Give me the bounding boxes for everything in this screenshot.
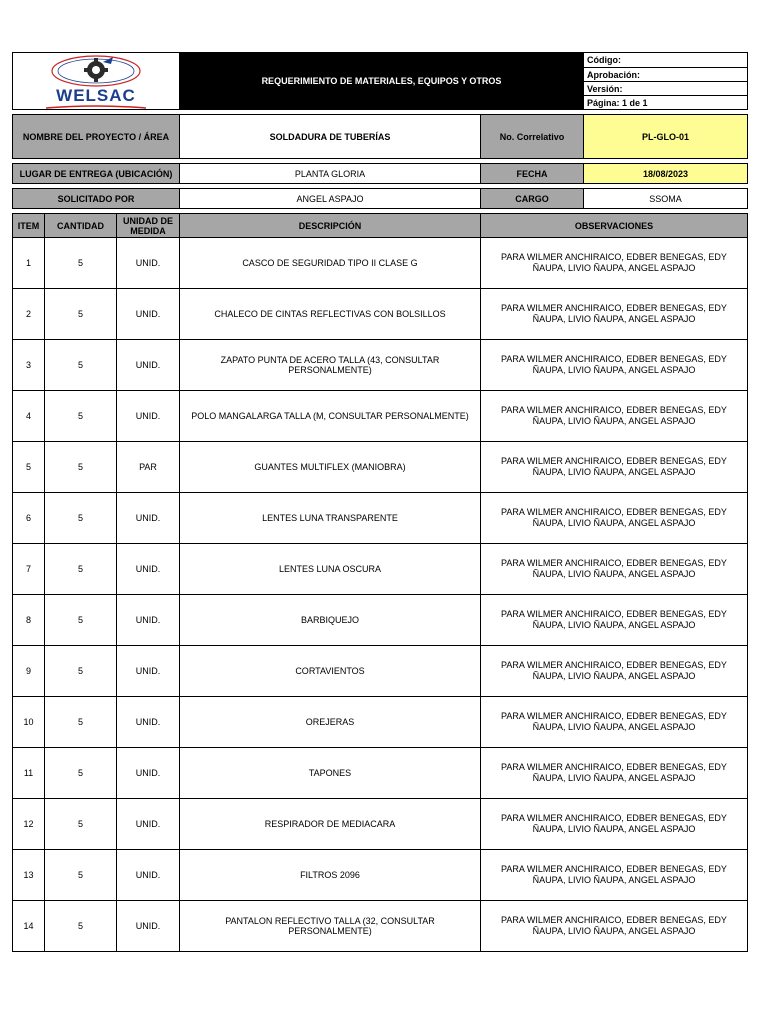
cell-descripcion: BARBIQUEJO — [180, 595, 481, 646]
table-row — [13, 901, 748, 952]
fecha-label: FECHA — [481, 164, 584, 184]
cell-item: 3 — [13, 340, 45, 391]
correlativo-value: PL-GLO-01 — [584, 115, 748, 159]
cell-descripcion: CASCO DE SEGURIDAD TIPO II CLASE G — [180, 238, 481, 289]
cell-item: 10 — [13, 697, 45, 748]
cell-descripcion: FILTROS 2096 — [180, 850, 481, 901]
requirement-form — [12, 52, 747, 952]
fecha-value: 18/08/2023 — [584, 164, 748, 184]
cell-item: 8 — [13, 595, 45, 646]
table-row — [13, 799, 748, 850]
header-cantidad: CANTIDAD — [45, 214, 117, 238]
cell-cantidad: 5 — [45, 646, 117, 697]
cell-unidad: UNID. — [117, 340, 180, 391]
cell-item: 7 — [13, 544, 45, 595]
cargo-value: SSOMA — [584, 189, 748, 209]
cell-observaciones: PARA WILMER ANCHIRAICO, EDBER BENEGAS, EDY ÑAUPA, LIVIO ÑAUPA, ANGEL ASPAJO — [481, 442, 748, 493]
cell-observaciones: PARA WILMER ANCHIRAICO, EDBER BENEGAS, EDY ÑAUPA, LIVIO ÑAUPA, ANGEL ASPAJO — [481, 238, 748, 289]
cell-cantidad: 5 — [45, 238, 117, 289]
cell-cantidad: 5 — [45, 850, 117, 901]
cell-unidad: UNID. — [117, 799, 180, 850]
solicitado-value: ANGEL ASPAJO — [180, 189, 481, 209]
cell-observaciones: PARA WILMER ANCHIRAICO, EDBER BENEGAS, EDY ÑAUPA, LIVIO ÑAUPA, ANGEL ASPAJO — [481, 595, 748, 646]
cell-descripcion: OREJERAS — [180, 697, 481, 748]
cell-unidad: UNID. — [117, 595, 180, 646]
cell-descripcion: TAPONES — [180, 748, 481, 799]
form-table — [12, 52, 748, 952]
cell-item: 13 — [13, 850, 45, 901]
cell-observaciones: PARA WILMER ANCHIRAICO, EDBER BENEGAS, EDY ÑAUPA, LIVIO ÑAUPA, ANGEL ASPAJO — [481, 697, 748, 748]
cell-item: 14 — [13, 901, 45, 952]
header-unidad: UNIDAD DE MEDIDA — [117, 214, 180, 238]
cell-unidad: UNID. — [117, 901, 180, 952]
cell-unidad: UNID. — [117, 493, 180, 544]
cell-observaciones: PARA WILMER ANCHIRAICO, EDBER BENEGAS, EDY ÑAUPA, LIVIO ÑAUPA, ANGEL ASPAJO — [481, 748, 748, 799]
cell-cantidad: 5 — [45, 901, 117, 952]
table-row — [13, 289, 748, 340]
cell-observaciones: PARA WILMER ANCHIRAICO, EDBER BENEGAS, EDY ÑAUPA, LIVIO ÑAUPA, ANGEL ASPAJO — [481, 340, 748, 391]
cell-item: 6 — [13, 493, 45, 544]
cell-item: 12 — [13, 799, 45, 850]
table-row — [13, 238, 748, 289]
cell-unidad: UNID. — [117, 289, 180, 340]
header-observaciones: OBSERVACIONES — [481, 214, 748, 238]
cell-item: 2 — [13, 289, 45, 340]
lugar-label: LUGAR DE ENTREGA (UBICACIÓN) — [13, 164, 180, 184]
cell-observaciones: PARA WILMER ANCHIRAICO, EDBER BENEGAS, EDY ÑAUPA, LIVIO ÑAUPA, ANGEL ASPAJO — [481, 901, 748, 952]
cell-unidad: UNID. — [117, 697, 180, 748]
company-logo — [13, 53, 180, 110]
cell-item: 5 — [13, 442, 45, 493]
cell-observaciones: PARA WILMER ANCHIRAICO, EDBER BENEGAS, EDY ÑAUPA, LIVIO ÑAUPA, ANGEL ASPAJO — [481, 544, 748, 595]
cell-descripcion: ZAPATO PUNTA DE ACERO TALLA (43, CONSULTAR PERSONALMENTE) — [180, 340, 481, 391]
project-name-label: NOMBRE DEL PROYECTO / ÁREA — [13, 115, 180, 159]
cell-cantidad: 5 — [45, 442, 117, 493]
table-row — [13, 697, 748, 748]
cell-descripcion: PANTALON REFLECTIVO TALLA (32, CONSULTAR PERSONALMENTE) — [180, 901, 481, 952]
cell-cantidad: 5 — [45, 289, 117, 340]
correlativo-label: No. Correlativo — [481, 115, 584, 159]
items-header-row — [13, 214, 748, 238]
cell-descripcion: CHALECO DE CINTAS REFLECTIVAS CON BOLSILLOS — [180, 289, 481, 340]
cell-unidad: UNID. — [117, 238, 180, 289]
cargo-label: CARGO — [481, 189, 584, 209]
lugar-value: PLANTA GLORIA — [180, 164, 481, 184]
cell-item: 1 — [13, 238, 45, 289]
cell-observaciones: PARA WILMER ANCHIRAICO, EDBER BENEGAS, EDY ÑAUPA, LIVIO ÑAUPA, ANGEL ASPAJO — [481, 493, 748, 544]
cell-descripcion: POLO MANGALARGA TALLA (M, CONSULTAR PERSONALMENTE) — [180, 391, 481, 442]
cell-observaciones: PARA WILMER ANCHIRAICO, EDBER BENEGAS, EDY ÑAUPA, LIVIO ÑAUPA, ANGEL ASPAJO — [481, 289, 748, 340]
version-label: Versión: — [584, 82, 748, 96]
cell-item: 9 — [13, 646, 45, 697]
header-item: ITEM — [13, 214, 45, 238]
cell-cantidad: 5 — [45, 595, 117, 646]
cell-unidad: UNID. — [117, 850, 180, 901]
table-row — [13, 748, 748, 799]
codigo-label: Código: — [584, 53, 748, 68]
cell-item: 4 — [13, 391, 45, 442]
cell-observaciones: PARA WILMER ANCHIRAICO, EDBER BENEGAS, EDY ÑAUPA, LIVIO ÑAUPA, ANGEL ASPAJO — [481, 391, 748, 442]
cell-item: 11 — [13, 748, 45, 799]
cell-descripcion: RESPIRADOR DE MEDIACARA — [180, 799, 481, 850]
table-row — [13, 646, 748, 697]
table-row — [13, 442, 748, 493]
cell-descripcion: LENTES LUNA OSCURA — [180, 544, 481, 595]
gear-emblem-icon — [41, 53, 151, 87]
pagina-label: Página: 1 de 1 — [584, 96, 748, 110]
company-brand: WELSAC — [56, 86, 136, 105]
cell-observaciones: PARA WILMER ANCHIRAICO, EDBER BENEGAS, EDY ÑAUPA, LIVIO ÑAUPA, ANGEL ASPAJO — [481, 799, 748, 850]
cell-cantidad: 5 — [45, 391, 117, 442]
table-row — [13, 595, 748, 646]
cell-unidad: UNID. — [117, 646, 180, 697]
solicitado-label: SOLICITADO POR — [13, 189, 180, 209]
items-body — [13, 238, 748, 952]
cell-unidad: UNID. — [117, 391, 180, 442]
cell-observaciones: PARA WILMER ANCHIRAICO, EDBER BENEGAS, EDY ÑAUPA, LIVIO ÑAUPA, ANGEL ASPAJO — [481, 850, 748, 901]
aprobacion-label: Aprobación: — [584, 68, 748, 82]
cell-cantidad: 5 — [45, 493, 117, 544]
header-descripcion: DESCRIPCIÓN — [180, 214, 481, 238]
table-row — [13, 340, 748, 391]
cell-cantidad: 5 — [45, 697, 117, 748]
table-row — [13, 493, 748, 544]
project-name-value: SOLDADURA DE TUBERÍAS — [180, 115, 481, 159]
cell-descripcion: LENTES LUNA TRANSPARENTE — [180, 493, 481, 544]
cell-cantidad: 5 — [45, 799, 117, 850]
form-title: REQUERIMIENTO DE MATERIALES, EQUIPOS Y OTROS — [180, 53, 584, 110]
cell-descripcion: GUANTES MULTIFLEX (MANIOBRA) — [180, 442, 481, 493]
table-row — [13, 544, 748, 595]
table-row — [13, 850, 748, 901]
cell-cantidad: 5 — [45, 340, 117, 391]
cell-observaciones: PARA WILMER ANCHIRAICO, EDBER BENEGAS, EDY ÑAUPA, LIVIO ÑAUPA, ANGEL ASPAJO — [481, 646, 748, 697]
cell-cantidad: 5 — [45, 544, 117, 595]
brand-swoosh-icon — [41, 105, 151, 109]
cell-descripcion: CORTAVIENTOS — [180, 646, 481, 697]
cell-unidad: UNID. — [117, 544, 180, 595]
cell-unidad: PAR — [117, 442, 180, 493]
cell-unidad: UNID. — [117, 748, 180, 799]
table-row — [13, 391, 748, 442]
cell-cantidad: 5 — [45, 748, 117, 799]
